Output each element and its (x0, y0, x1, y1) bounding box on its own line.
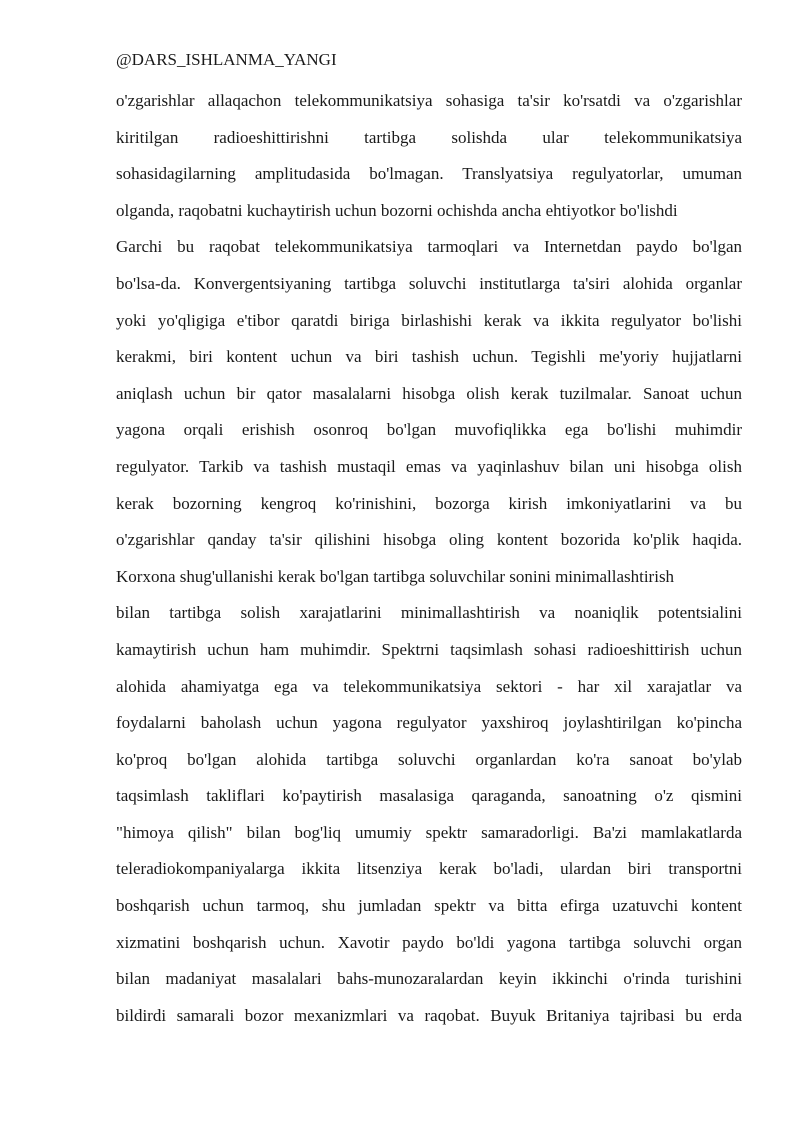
body-line: o'zgarishlar allaqachon telekommunikatsiya sohasiga ta'sir ko'rsatdi va o'zgarishlar (116, 91, 742, 110)
body-line: aniqlash uchun bir qator masalalarni hisobga olish kerak tuzilmalar. Sanoat uchun (116, 383, 742, 403)
body-line: bo'lsa-da. Konvergentsiyaning tartibga soluvchi institutlarga ta'siri alohida organlar (116, 273, 742, 293)
body-line: kerak bozorning kengroq ko'rinishini, bozorga kirish imkoniyatlarini va bu (116, 493, 742, 513)
body-line: bildirdi samarali bozor mexanizmlari va raqobat. Buyuk Britaniya tajribasi bu erda (116, 1005, 742, 1025)
body-line: ko'proq bo'lgan alohida tartibga soluvchi organlardan ko'ra sanoat bo'ylab (116, 749, 742, 769)
body-line: yagona orqali erishish osonroq bo'lgan muvofiqlikka ega bo'lishi muhimdir (116, 420, 742, 440)
body-line: kamaytirish uchun ham muhimdir. Spektrni taqsimlash sohasi radioeshittirish uchun (116, 639, 742, 659)
body-line: olganda, raqobatni kuchaytirish uchun bozorni ochishda ancha ehtiyotkor bo'lishdi (116, 200, 678, 220)
body-line: Garchi bu raqobat telekommunikatsiya tarmoqlari va Internetdan paydo bo'lgan (116, 237, 742, 257)
body-line: sohasidagilarning amplitudasida bo'lmagan. Translyatsiya regulyatorlar, umuman (116, 164, 742, 184)
channel-header: @DARS_ISHLANMA_YANGI (116, 50, 337, 69)
body-line: Korxona shug'ullanishi kerak bo'lgan tartibga soluvchilar sonini minimallashtirish (116, 566, 675, 586)
body-line: kerakmi, biri kontent uchun va biri tashish uchun. Tegishli me'yoriy hujjatlarni (116, 347, 742, 367)
body-line: bilan madaniyat masalalari bahs-munozaralardan keyin ikkinchi o'rinda turishini (116, 969, 742, 989)
body-line: taqsimlash takliflari ko'paytirish masalasiga qaraganda, sanoatning o'z qismini (116, 786, 742, 806)
body-line: "himoya qilish" bilan bog'liq umumiy spektr samaradorligi. Ba'zi mamlakatlarda (116, 822, 742, 842)
body-line: kiritilgan radioeshittirishni tartibga solishda ular telekommunikatsiya (116, 127, 742, 147)
body-line: foydalarni baholash uchun yagona regulyator yaxshiroq joylashtirilgan ko'pincha (116, 713, 742, 733)
body-line: xizmatini boshqarish uchun. Xavotir paydo bo'ldi yagona tartibga soluvchi organ (116, 932, 742, 952)
body-line: yoki yo'qligiga e'tibor qaratdi biriga birlashishi kerak va ikkita regulyator bo'lishi (116, 310, 742, 330)
body-line: alohida ahamiyatga ega va telekommunikatsiya sektori - har xil xarajatlar va (116, 676, 742, 696)
body-line: bilan tartibga solish xarajatlarini minimallashtirish va noaniqlik potentsialini (116, 603, 742, 623)
body-line: regulyator. Tarkib va tashish mustaqil emas va yaqinlashuv bilan uni hisobga olish (116, 456, 742, 476)
body-line: boshqarish uchun tarmoq, shu jumladan spektr va bitta efirga uzatuvchi kontent (116, 896, 742, 916)
body-line: teleradiokompaniyalarga ikkita litsenziya kerak bo'ladi, ulardan biri transportni (116, 859, 742, 879)
document-body (116, 88, 742, 1039)
body-line: o'zgarishlar qanday ta'sir qilishini hisobga oling kontent bozorida ko'plik haqida. (116, 530, 742, 550)
